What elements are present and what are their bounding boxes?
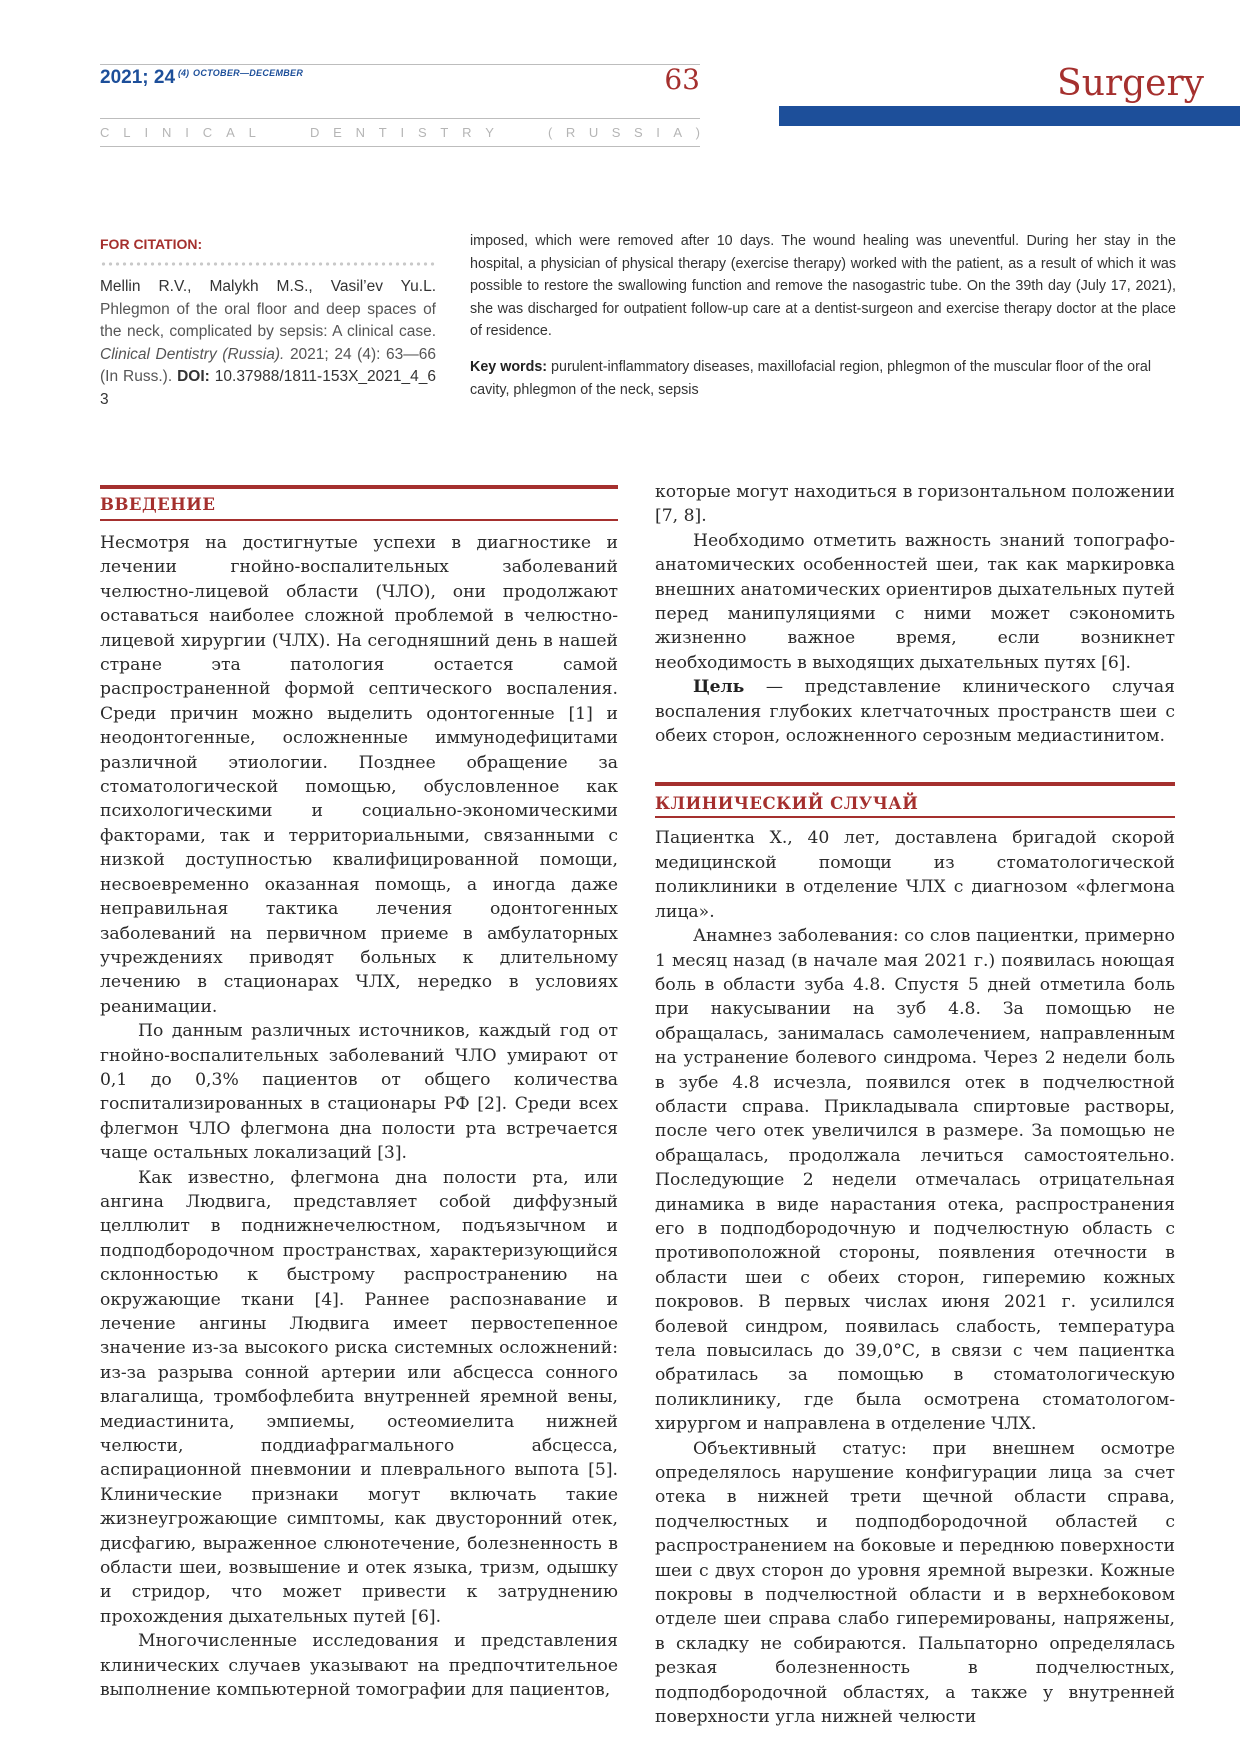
issue-info xyxy=(100,68,303,87)
citation-details: 2021; 24 (4): 63—66 (In Russ.). xyxy=(100,345,436,385)
journal-name xyxy=(100,125,700,140)
case-heading: КЛИНИЧЕСКИЙ СЛУЧАЙ xyxy=(655,794,919,814)
case-paragraph-1: Пациентка Х., 40 лет, доставлена бригадой скорой медицинской помощи из стоматологической поликлиники в отделение ЧЛХ с диагнозом «флегмона лица». xyxy=(655,828,1175,922)
citation-text xyxy=(100,276,436,411)
journal-letter: R xyxy=(565,125,576,140)
right-column xyxy=(655,480,1175,1730)
issue-number: (4) OCTOBER—DECEMBER xyxy=(178,68,304,78)
keywords-list: purulent-inflammatory diseases, maxillofacial region, phlegmon of the muscular floor of the oral cavity, phlegmon of the neck, sepsis xyxy=(470,359,1152,398)
citation-divider xyxy=(100,261,435,267)
journal-letter: R xyxy=(462,125,472,140)
journal-letter: S xyxy=(417,125,427,140)
journal-letter: ( xyxy=(548,125,553,140)
journal-letter: D xyxy=(310,125,320,140)
header-rule-top xyxy=(100,64,700,65)
left-column xyxy=(100,531,618,1703)
intro-paragraph-1: Несмотря на достигнутые успехи в диагностике и лечении гнойно-воспалительных заболеваний челюстно-лицевой области (ЧЛО), они продолжают оставаться наиболее сложной проблемой в челюстно-лицевой хирургии (ЧЛХ). На сегодняшний день в нашей стране эта патология остается самой распространенной формой септического воспаления. Среди причин можно выделить одонтогенные [1] и неодонтогенные, осложненные иммунодефицитами различной этиологии. Позднее обращение за стоматологической помощью, обусловленное как психологическими и социально-экономическими факторами, так и территориальными, связанными с низкой доступностью квалифицированной помощи, несвоевременно оказанная помощь, а иногда даже неправильная тактика лечения одонтогенных заболеваний на первичном приеме в амбулаторных учреждениях приводят больных к длительному лечению в стационарах ЧЛХ, нередко в условиях реанимации. xyxy=(100,533,618,1017)
case-spacer-top xyxy=(655,748,1175,782)
case-rule-bottom xyxy=(655,816,1175,818)
journal-letter: L xyxy=(248,125,256,140)
header-rule-bottom xyxy=(100,146,700,147)
intro-paragraph-2: По данным различных источников, каждый год от гнойно-воспалительных заболеваний ЧЛО умирают от 0,1 до 0,3% пациентов от общего количества госпитализированных в стационары РФ [2]. Среди всех флегмон ЧЛО флегмона дна полости рта встречается чаще остальных локализаций [3]. xyxy=(100,1021,618,1164)
journal-letter: E xyxy=(333,125,342,140)
journal-word-2 xyxy=(310,125,494,140)
aim-text: — представление клинического случая воспаления глубоких клетчаточных пространств шеи с обеих сторон, осложненного серозным медиастинитом. xyxy=(655,677,1175,747)
journal-word-1 xyxy=(100,125,256,140)
journal-letter: T xyxy=(440,125,449,140)
journal-letter: S xyxy=(633,125,643,140)
journal-letter: I xyxy=(185,125,189,140)
aim-paragraph xyxy=(655,675,1175,748)
journal-letter: C xyxy=(202,125,213,140)
intro-rule-bottom xyxy=(100,519,618,521)
journal-letter: I xyxy=(656,125,660,140)
journal-letter: U xyxy=(588,125,599,140)
citation-journal: Clinical Dentistry (Russia). xyxy=(100,345,285,363)
right-paragraph-1: которые могут находиться в горизонтальном положении [7, 8]. xyxy=(655,482,1175,527)
citation-doi[interactable]: 10.37988/1811-153X_2021_4_63 xyxy=(100,368,436,408)
citation-label: FOR CITATION: xyxy=(100,236,203,252)
journal-letter: S xyxy=(611,125,621,140)
intro-heading: ВВЕДЕНИЕ xyxy=(100,495,216,514)
header-rule-mid xyxy=(100,118,700,119)
journal-letter: ) xyxy=(695,125,700,140)
journal-letter: N xyxy=(355,125,366,140)
journal-word-3 xyxy=(548,125,700,140)
intro-rule-top xyxy=(100,485,618,489)
journal-letter: T xyxy=(378,125,387,140)
journal-letter: I xyxy=(144,125,149,140)
issue-months: OCTOBER—DECEMBER xyxy=(193,68,304,78)
page-number: 63 xyxy=(664,63,700,96)
abstract-text: imposed, which were removed after 10 days. The wound healing was uneventful. During her stay in the hospital, a physician of physical therapy (exercise therapy) worked with the patient, as a result of which it was possible to restore the swallowing function and remove the nasogastric tube. On the 39th day (July 17, 2021), she was discharged for outpatient follow-up care at a dentist-surgeon and exercise therapy doctor at the place of residence. xyxy=(470,233,1176,340)
keywords xyxy=(470,356,1176,401)
section-title: Surgery xyxy=(1057,63,1204,104)
journal-letter: A xyxy=(226,125,235,140)
journal-letter: N xyxy=(161,125,172,140)
aim-label: Цель xyxy=(693,677,745,698)
citation-title: Phlegmon of the oral floor and deep spaces of the neck, complicated by sepsis: A clinical case. xyxy=(100,300,436,340)
journal-letter: L xyxy=(123,125,131,140)
section-bar xyxy=(779,106,1240,126)
case-rule-top xyxy=(655,782,1175,786)
case-paragraph-2: Анамнез заболевания: со слов пациентки, примерно 1 месяц назад (в начале мая 2021 г.) появилась ноющая боль в области зуба 4.8. Спустя 5 дней отметила боль при накусывании на зуб 4.8. За помощью не обращалась, занималась самолечением, направленным на устранение болевого синдрома. Через 2 недели боль в зубе 4.8 исчезла, появился отек в подчелюстной области справа. Прикладывала спиртовые растворы, после чего отек увеличился в размере. За помощью не обращалась, продолжала лечиться самостоятельно. Последующие 2 недели отмечалась отрицательная динамика в виде нарастания отека, распространения его в подподбородочную и подчелюстную область с противоположной стороны, появления отечности в области шеи с обеих сторон, гиперемию кожных покровов. В первых числах июня 2021 г. усилился болевой синдром, появилась слабость, температура тела повысилась до 39,0°С, в связи с чем пациентка обратилась за помощью в стоматологическую поликлинику, где была осмотрена стоматологом-хирургом и направлена в отделение ЧЛХ. xyxy=(655,926,1175,1435)
citation-doi-label: DOI: xyxy=(177,368,210,385)
case-heading-block xyxy=(655,782,1175,820)
citation-authors: Mellin R.V., Malykh M.S., Vasil’ev Yu.L. xyxy=(100,278,436,295)
intro-paragraph-4: Многочисленные исследования и представления клинических случаев указывают на предпочтительное выполнение компьютерной томографии для пациентов, xyxy=(100,1631,618,1701)
journal-letter: C xyxy=(100,125,110,140)
right-paragraph-2: Необходимо отметить важность знаний топографо-анатомических особенностей шеи, так как маркировка внешних анатомических ориентиров дыхательных путей перед манипуляциями с ними может сэкономить жизненно важное время, если возникнет необходимость в выходящих дыхательных путях [6]. xyxy=(655,530,1175,673)
issue-year: 2021; 24 xyxy=(100,67,176,88)
intro-paragraph-3: Как известно, флегмона дна полости рта, или ангина Людвига, представляет собой диффузный целлюлит в поднижнечелюстном, подъязычном и подподбородочном пространствах, характеризующийся склонностью к быстрому распространению на окружающие ткани [4]. Раннее распознавание и лечение ангины Людвига имеет первостепенное значение из-за высокого риска системных осложнений: из-за разрыва сонной артерии или абсцесса сонного влагалища, тромбофлебита внутренней яремной вены, медиастинита, эмпиемы, остеомиелита нижней челюсти, поддиафрагмального абсцесса, аспирационной пневмонии и плеврального выпота [5]. Клинические признаки могут включать такие жизнеугрожающие симптомы, как двусторонний отек, дисфагию, выраженное слюнотечение, болезненность в области шеи, возвышение и отек языка, тризм, одышку и стридор, что может привести к затруднению прохождения дыхательных путей [6]. xyxy=(100,1167,618,1627)
case-paragraph-3: Объективный статус: при внешнем осмотре определялось нарушение конфигурации лица за счет отека в нижней трети щечной области справа, подчелюстных и подподбородочной областей с распространением на боковые и переднюю поверхности шеи с двух сторон до уровня яремной вырезки. Кожные покровы в подчелюстной области и в верхнебоковом отделе шеи справа слабо гиперемированы, напряжены, в складку не собираются. Пальпаторно определялась резкая болезненность в подчелюстных, подподбородочной областях, а также у внутренней поверхности угла нижней челюсти xyxy=(655,1438,1175,1728)
journal-letter: Y xyxy=(485,125,494,140)
keywords-label: Key words: xyxy=(470,359,548,375)
journal-letter: I xyxy=(400,125,405,140)
journal-letter: A xyxy=(673,125,683,140)
